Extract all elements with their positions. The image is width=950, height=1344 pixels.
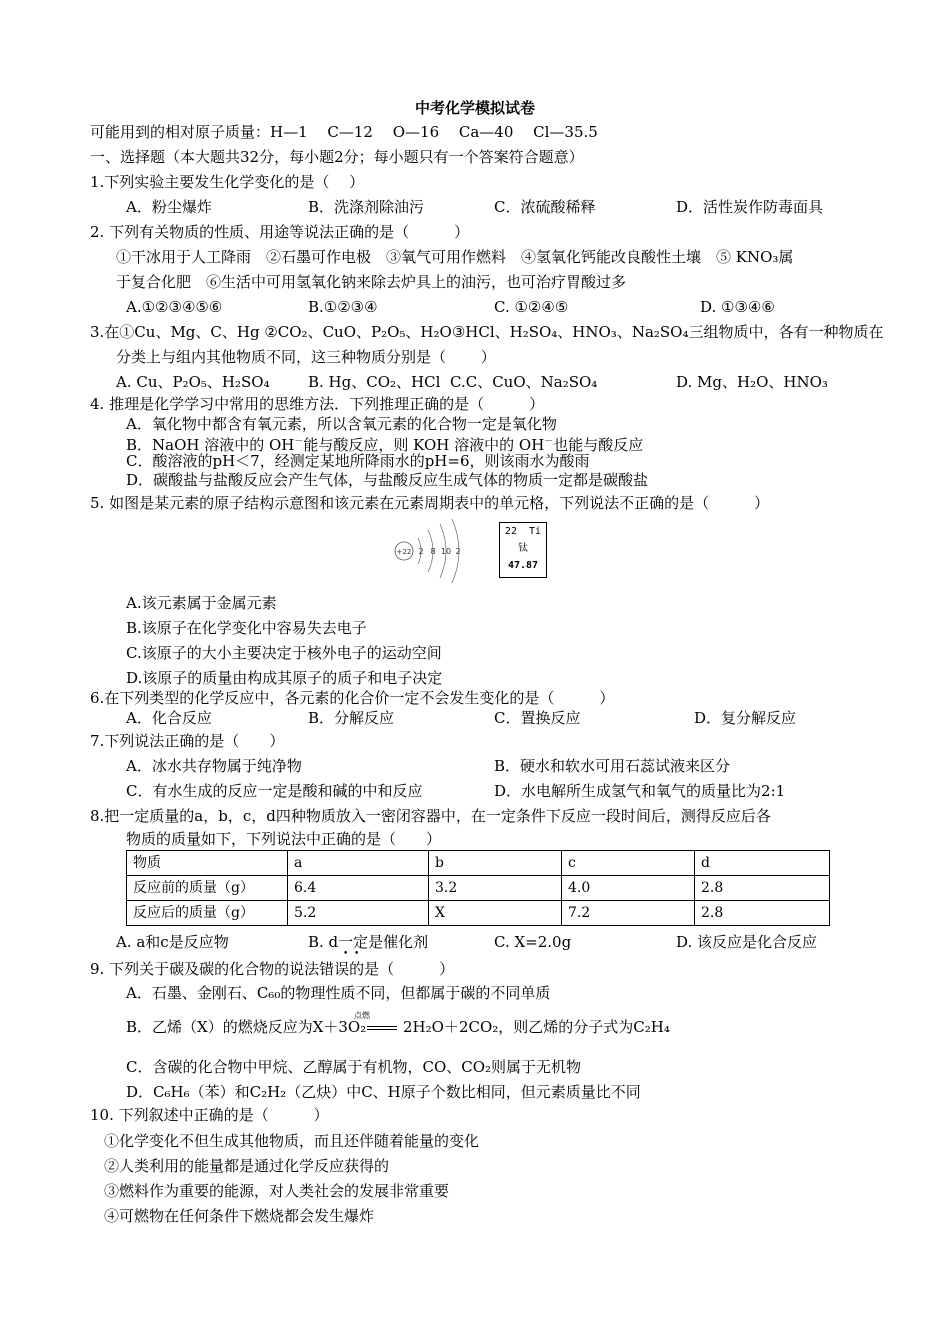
q6-option-d: D．复分解反应: [694, 709, 797, 727]
atomic-number: 22: [504, 526, 517, 537]
q4-stem: 4. 推理是化学学习中常用的思维方法．下列推理正确的是（ ）: [90, 395, 545, 413]
q3-stem-line1: 3.在①Cu、Mg、C、Hg ②CO₂、CuO、P₂O₅、H₂O③HCl、H₂SO₄、HNO₃、Na₂SO₄三组物质中，各有一种物质在: [90, 323, 884, 341]
mass-table: [126, 850, 830, 926]
q7-option-c: C．有水生成的反应一定是酸和碱的中和反应: [126, 782, 423, 800]
q9-option-b: B．乙烯（X）的燃烧反应为X＋3O₂ 2H₂O＋2CO₂，则乙烯的分子式为C₂H₄: [126, 1018, 670, 1036]
table-cell: 5.2: [288, 901, 429, 926]
q10-stem: 10. 下列叙述中正确的是（ ）: [90, 1106, 329, 1124]
table-cell: 6.4: [288, 876, 429, 901]
q1-option-a: A．粉尘爆炸: [126, 198, 212, 216]
q3-option-d: D. Mg、H₂O、HNO₃: [676, 373, 828, 391]
page-title: 中考化学模拟试卷: [414, 99, 535, 117]
table-cell: a: [288, 851, 429, 876]
q2-stem: 2. 下列有关物质的性质、用途等说法正确的是（ ）: [90, 223, 470, 241]
q8-option-a: A. a和c是反应物: [116, 933, 229, 951]
q9-option-a: A．石墨、金刚石、C₆₀的物理性质不同，但都属于碳的不同单质: [126, 984, 551, 1002]
atomic-masses: 可能用到的相对原子质量：H—1 C—12 O—16 Ca—40 Cl—35.5: [90, 123, 598, 141]
q8-option-c: C. X=2.0g: [494, 933, 572, 951]
shell-1-electrons: 2: [418, 547, 424, 556]
emphasis-dots: • •: [343, 949, 360, 959]
table-cell: c: [562, 851, 695, 876]
q1-option-b: B．洗涤剂除油污: [308, 198, 425, 216]
table-cell: 4.0: [562, 876, 695, 901]
table-cell: 反应后的质量（g）: [127, 901, 288, 926]
q3-option-c: C.C、CuO、Na₂SO₄: [450, 373, 598, 391]
q8-option-d: D. 该反应是化合反应: [676, 933, 818, 951]
q6-option-c: C．置换反应: [494, 709, 581, 727]
element-symbol: Ti: [529, 526, 542, 537]
table-cell: 3.2: [429, 876, 562, 901]
table-cell: 7.2: [562, 901, 695, 926]
q8-stem-line1: 8.把一定质量的a，b，c，d四种物质放入一密闭容器中，在一定条件下反应一段时间后，测得反应后各: [90, 807, 771, 825]
q1-stem: 1.下列实验主要发生化学变化的是（ ）: [90, 173, 365, 191]
q10-statement-1: ①化学变化不但生成其他物质，而且还伴随着能量的变化: [104, 1132, 480, 1150]
q6-option-a: A．化合反应: [126, 709, 212, 727]
shell-3-electrons: 10: [440, 547, 452, 556]
table-row: [127, 876, 830, 901]
shell-4-electrons: 2: [455, 547, 461, 556]
periodic-table-cell: [499, 522, 547, 578]
nucleus-charge: +22: [396, 548, 412, 556]
q10-statement-3: ③燃料作为重要的能源，对人类社会的发展非常重要: [104, 1182, 450, 1200]
table-cell: 2.8: [695, 876, 830, 901]
q3-option-b: B. Hg、CO₂、HCl: [308, 373, 441, 391]
q1-option-c: C．浓硫酸稀释: [494, 198, 596, 216]
table-cell: 2.8: [695, 901, 830, 926]
reaction-equals-sign: [367, 1026, 397, 1030]
q4-option-c: C．酸溶液的pH＜7，经测定某地所降雨水的pH=6，则该雨水为酸雨: [126, 452, 590, 470]
q7-option-b: B．硬水和软水可用石蕊试液来区分: [494, 757, 731, 775]
q4-option-a: A．氧化物中都含有氧元素，所以含氧元素的化合物一定是氧化物: [126, 415, 557, 433]
table-cell: b: [429, 851, 562, 876]
q1-option-d: D．活性炭作防毒面具: [676, 198, 824, 216]
element-name: 钛: [518, 543, 528, 554]
q10-statement-4: ④可燃物在任何条件下燃烧都会发生爆炸: [104, 1207, 375, 1225]
table-row: [127, 851, 830, 876]
table-row: [127, 901, 830, 926]
q2-option-d: D. ①③④⑥: [700, 298, 775, 316]
q5-option-d: D.该原子的质量由构成其原子的质子和电子决定: [126, 669, 443, 687]
q6-stem: 6.在下列类型的化学反应中，各元素的化合价一定不会发生变化的是（ ）: [90, 689, 615, 707]
table-cell: 反应前的质量（g）: [127, 876, 288, 901]
atomic-structure-diagram: [390, 516, 470, 586]
q3-stem-line2: 分类上与组内其他物质不同，这三种物质分别是（ ）: [116, 348, 496, 366]
q6-option-b: B．分解反应: [308, 709, 395, 727]
atomic-mass: 47.87: [507, 560, 539, 571]
q8-stem-line2: 物质的质量如下，下列说法中正确的是（ ）: [126, 830, 442, 848]
q9-option-d: D．C₆H₆（苯）和C₂H₂（乙炔）中C、H原子个数比相同，但元素质量比不同: [126, 1083, 641, 1101]
q10-statement-2: ②人类利用的能量都是通过化学反应获得的: [104, 1157, 390, 1175]
q9-stem: 9. 下列关于碳及碳的化合物的说法错误的是（ ）: [90, 960, 455, 978]
q5-stem: 5. 如图是某元素的原子结构示意图和该元素在元素周期表中的单元格，下列说法不正确的是（ ）: [90, 494, 770, 512]
q2-option-c: C. ①②④⑤: [494, 298, 569, 316]
shell-2-electrons: 8: [430, 547, 436, 556]
table-cell: d: [695, 851, 830, 876]
q5-option-a: A.该元素属于金属元素: [126, 594, 277, 612]
q9-option-c: C．含碳的化合物中甲烷、乙醇属于有机物，CO、CO₂则属于无机物: [126, 1058, 582, 1076]
q7-option-a: A．冰水共存物属于纯净物: [126, 757, 302, 775]
section-heading: 一、选择题（本大题共32分，每小题2分；每小题只有一个答案符合题意）: [90, 148, 584, 166]
q5-option-c: C.该原子的大小主要决定于核外电子的运动空间: [126, 644, 442, 662]
q7-option-d: D．水电解所生成氢气和氧气的质量比为2:1: [494, 782, 786, 800]
q2-statements-line1: ①干冰用于人工降雨 ②石墨可作电极 ③氧气可用作燃料 ④氢氧化钙能改良酸性土壤 ⑤ KNO₃属: [116, 248, 794, 266]
q2-option-b: B.①②③④: [308, 298, 378, 316]
reaction-condition: 点燃: [354, 1011, 370, 1020]
q8-option-b: B. d一定是催化剂: [308, 933, 429, 951]
table-cell: 物质: [127, 851, 288, 876]
table-cell: X: [429, 901, 562, 926]
q4-option-b: B．NaOH 溶液中的 OH－能与酸反应，则 KOH 溶液中的 OH－也能与酸反应: [126, 436, 644, 454]
q2-option-a: A.①②③④⑤⑥: [126, 298, 223, 316]
q4-option-d: D．碳酸盐与盐酸反应会产生气体，与盐酸反应生成气体的物质一定都是碳酸盐: [126, 471, 649, 489]
q7-stem: 7.下列说法正确的是（ ）: [90, 732, 285, 750]
q3-option-a: A. Cu、P₂O₅、H₂SO₄: [116, 373, 270, 391]
q2-statements-line2: 于复合化肥 ⑥生活中可用氢氧化钠来除去炉具上的油污，也可治疗胃酸过多: [116, 273, 627, 291]
q5-option-b: B.该原子在化学变化中容易失去电子: [126, 619, 367, 637]
